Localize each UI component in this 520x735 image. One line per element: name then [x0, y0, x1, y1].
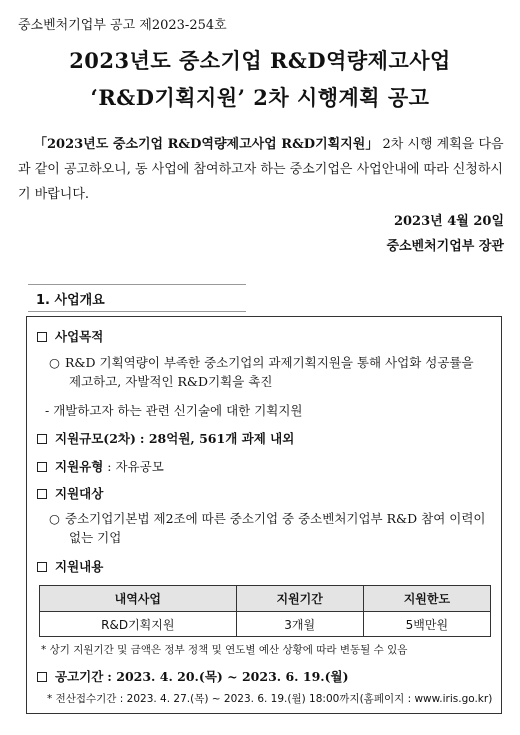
table-row — [40, 612, 491, 637]
table-header: 내역사업 — [40, 586, 237, 612]
notice-number: 중소벤처기업부 공고 제2023-254호 — [18, 18, 227, 33]
scale-row — [37, 429, 294, 447]
target-row — [37, 484, 103, 502]
type-value: : 자유공모 — [107, 459, 164, 474]
target-text — [49, 509, 494, 547]
content-note: * 상기 지원기간 및 금액은 정부 정책 및 연도별 예산 상황에 따라 변동될 수 있음 — [41, 644, 408, 656]
table-header-row — [40, 586, 491, 612]
checkbox-icon — [37, 434, 47, 444]
purpose-dash: - 개발하고자 하는 관련 신기술에 대한 기획지원 — [45, 403, 303, 418]
overview-box — [26, 316, 502, 714]
intro-paragraph — [18, 132, 506, 207]
table-cell: 5백만원 — [363, 612, 490, 637]
period-value: : 2023. 4. 20.(목) ~ 2023. 6. 19.(월) — [107, 669, 349, 684]
purpose-text — [49, 353, 494, 391]
title-line-1: 2023년도 중소기업 R&D역량제고사업 — [69, 48, 451, 73]
intro-rest: 2차 시행 계획을 다음과 같이 공고하오니, 동 사업에 참여하고자 하는 중소기업은 사업안내에 따라 신청하시기 바랍니다. — [18, 137, 504, 202]
purpose-line-2: 제고하고, 자발적인 R&D기획을 촉진 — [69, 374, 273, 389]
announcement-date: 2023년 4월 20일 — [393, 214, 504, 229]
checkbox-icon — [37, 332, 47, 342]
period-note: * 전산접수기간 : 2023. 4. 27.(목) ~ 2023. 6. 19.(월) 18:00까지(홈페이지 : www.iris.go.kr) — [47, 693, 493, 705]
purpose-line-1: R&D 기획역량이 부족한 중소기업의 과제기획지원을 통해 사업화 성공률을 — [65, 355, 474, 370]
title-line-2: ‘R&D기획지원’ 2차 시행계획 공고 — [90, 85, 430, 110]
purpose-label: 사업목적 — [55, 329, 104, 344]
support-table — [39, 585, 491, 637]
issuer: 중소벤처기업부 장관 — [386, 239, 504, 254]
content-label: 지원내용 — [55, 559, 104, 574]
type-row — [37, 457, 164, 475]
table-header: 지원한도 — [363, 586, 490, 612]
checkbox-icon — [37, 562, 47, 572]
section-heading: 1. 사업개요 — [28, 284, 246, 312]
table-cell: 3개월 — [236, 612, 363, 637]
scale-label: 지원규모(2차) — [55, 431, 136, 446]
intro-bold: 「2023년도 중소기업 R&D역량제고사업 R&D기획지원」 — [34, 137, 379, 152]
checkbox-icon — [37, 672, 47, 682]
period-label: 공고기간 — [55, 669, 104, 684]
circle-bullet-icon: ○ — [49, 355, 60, 370]
table-cell: R&D기획지원 — [40, 612, 237, 637]
type-label: 지원유형 — [55, 459, 104, 474]
target-line-1: 중소기업기본법 제2조에 따른 중소기업 중 중소벤처기업부 R&D 참여 이력이 — [65, 511, 486, 526]
purpose-row — [37, 327, 103, 345]
target-line-2: 없는 기업 — [69, 530, 122, 545]
content-row — [37, 557, 103, 575]
scale-value: : 28억원, 561개 과제 내외 — [139, 431, 295, 446]
circle-bullet-icon: ○ — [49, 511, 60, 526]
target-label: 지원대상 — [55, 486, 104, 501]
period-row — [37, 667, 349, 685]
table-header: 지원기간 — [236, 586, 363, 612]
checkbox-icon — [37, 489, 47, 499]
checkbox-icon — [37, 462, 47, 472]
